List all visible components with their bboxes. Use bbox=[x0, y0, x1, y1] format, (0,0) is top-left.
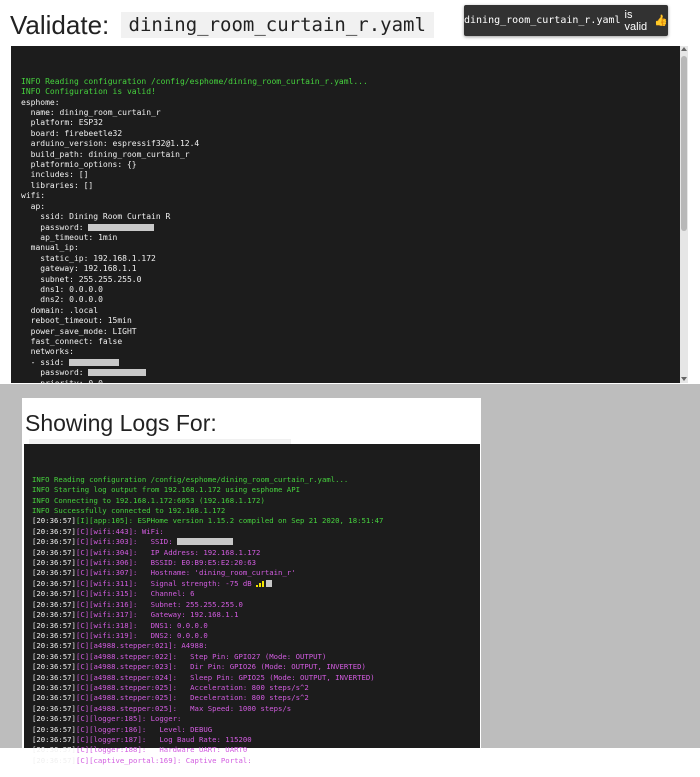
console-line-text: [C][logger:187]: Log Baud Rate: 115200 bbox=[75, 734, 252, 744]
console-line bbox=[32, 600, 480, 610]
log-timestamp: [20:36:57] bbox=[32, 755, 76, 765]
console-line-text: INFO Connecting to 192.168.1.172:6053 (192.168.1.172) bbox=[32, 495, 265, 505]
console-line bbox=[32, 641, 480, 651]
console-line-text: [C][logger:186]: Level: DEBUG bbox=[75, 724, 213, 734]
console-line-text: power_save_mode: LIGHT bbox=[21, 326, 137, 336]
console-line-text: [C][a4988.stepper:025]: Acceleration: 800 steps/s^2 bbox=[75, 682, 309, 692]
log-timestamp: [20:36:57] bbox=[32, 537, 76, 547]
console-line bbox=[21, 327, 688, 337]
console-line-text: dns1: 0.0.0.0 bbox=[21, 284, 103, 294]
console-line-text: includes: [] bbox=[21, 170, 89, 180]
log-timestamp: [20:36:57] bbox=[32, 662, 76, 672]
console-line-text: [C][a4988.stepper:024]: Sleep Pin: GPIO25 (Mode: OUTPUT, INVERTED) bbox=[75, 672, 375, 682]
console-line bbox=[21, 160, 688, 170]
console-line bbox=[21, 306, 688, 316]
console-line bbox=[32, 631, 480, 641]
log-timestamp: [20:36:57] bbox=[32, 693, 76, 703]
console-line bbox=[32, 662, 480, 672]
console-line bbox=[21, 358, 688, 368]
validate-title-label: Validate: bbox=[10, 10, 110, 40]
console-line-text: [C][wifi:317]: Gateway: 192.168.1.1 bbox=[75, 610, 239, 620]
console-line-text: [C][logger:185]: Logger: bbox=[75, 714, 182, 724]
console-line-text: INFO Successfully connected to 192.168.1.172 bbox=[32, 506, 226, 516]
console-line bbox=[32, 610, 480, 620]
console-line-text: platformio_options: {} bbox=[21, 160, 137, 170]
console-line-text: [C][a4988.stepper:025]: Deceleration: 800 steps/s^2 bbox=[75, 693, 309, 703]
log-timestamp: [20:36:57] bbox=[32, 526, 76, 536]
console-line bbox=[21, 118, 688, 128]
console-line-text: [I][app:105]: ESPHome version 1.15.2 compiled on Sep 21 2020, 18:51:47 bbox=[75, 516, 384, 526]
console-line-text: [C][wifi:316]: Subnet: 255.255.255.0 bbox=[75, 599, 243, 609]
console-line-text: [C][wifi:311]: Signal strength: -75 dB bbox=[75, 578, 257, 588]
console-line-text: password: bbox=[21, 222, 89, 232]
console-line bbox=[32, 693, 480, 703]
console-line-text: [C][captive_portal:169]: Captive Portal: bbox=[75, 755, 252, 765]
console-line bbox=[21, 337, 688, 347]
console-line bbox=[21, 108, 688, 118]
console-line bbox=[32, 485, 480, 495]
console-line-text: board: firebeetle32 bbox=[21, 128, 123, 138]
console-line-text: [C][wifi:315]: Channel: 6 bbox=[75, 589, 195, 599]
log-timestamp: [20:36:57] bbox=[32, 703, 76, 713]
console-line bbox=[21, 295, 688, 305]
log-timestamp: [20:36:57] bbox=[32, 547, 76, 557]
redacted-value bbox=[69, 359, 119, 366]
console-line-text: subnet: 255.255.255.0 bbox=[21, 274, 142, 284]
log-timestamp: [20:36:57] bbox=[32, 682, 76, 692]
console-line bbox=[21, 191, 688, 201]
console-line-text: dns2: 0.0.0.0 bbox=[21, 295, 103, 305]
console-line-text: libraries: [] bbox=[21, 180, 94, 190]
console-line bbox=[32, 745, 480, 755]
scroll-down-icon[interactable] bbox=[681, 377, 687, 381]
console-line-text: INFO Starting log output from 192.168.1.172 using esphome API bbox=[32, 485, 300, 495]
logs-output bbox=[32, 475, 480, 766]
console-line bbox=[32, 652, 480, 662]
log-timestamp: [20:36:57] bbox=[32, 589, 76, 599]
console-line-text: password: bbox=[21, 368, 89, 378]
console-line bbox=[32, 506, 480, 516]
console-line bbox=[32, 589, 480, 599]
console-line bbox=[32, 475, 480, 485]
console-line bbox=[32, 756, 480, 766]
redacted-value bbox=[266, 580, 272, 587]
console-line-text: - ssid: bbox=[21, 357, 70, 367]
log-timestamp: [20:36:57] bbox=[32, 568, 76, 578]
console-line-text: fast_connect: false bbox=[21, 336, 123, 346]
console-line-text: [C][wifi:319]: DNS2: 0.0.0.0 bbox=[75, 630, 208, 640]
console-line bbox=[32, 673, 480, 683]
console-line-text: arduino_version: espressif32@1.12.4 bbox=[21, 139, 200, 149]
console-line-text: esphome: bbox=[21, 97, 60, 107]
log-timestamp: [20:36:57] bbox=[32, 714, 76, 724]
console-line-text: ssid: Dining Room Curtain R bbox=[21, 212, 171, 222]
console-line bbox=[32, 537, 480, 547]
console-line bbox=[21, 170, 688, 180]
log-timestamp: [20:36:57] bbox=[32, 724, 76, 734]
console-line bbox=[21, 285, 688, 295]
console-line bbox=[21, 316, 688, 326]
console-line bbox=[32, 548, 480, 558]
redacted-value bbox=[177, 538, 233, 545]
console-line-text: manual_ip: bbox=[21, 243, 79, 253]
console-line bbox=[21, 243, 688, 253]
console-line-text: ap: bbox=[21, 201, 46, 211]
log-timestamp: [20:36:57] bbox=[32, 651, 76, 661]
console-line bbox=[21, 202, 688, 212]
log-timestamp: [20:36:57] bbox=[32, 610, 76, 620]
scrollbar-thumb[interactable] bbox=[681, 56, 687, 231]
console-line bbox=[21, 233, 688, 243]
console-line bbox=[21, 77, 688, 87]
redacted-value bbox=[88, 224, 154, 231]
console-line bbox=[21, 264, 688, 274]
console-line-text: INFO Reading configuration /config/esphome/dining_room_curtain_r.yaml... bbox=[21, 76, 368, 86]
signal-strength-icon bbox=[256, 580, 266, 587]
thumbs-up-icon: 👍 bbox=[654, 15, 668, 27]
log-timestamp: [20:36:57] bbox=[32, 734, 76, 744]
console-line-text: ap_timeout: 1min bbox=[21, 232, 118, 242]
console-line-text: static_ip: 192.168.1.172 bbox=[21, 253, 156, 263]
log-timestamp: [20:36:57] bbox=[32, 578, 76, 588]
console-line bbox=[21, 87, 688, 97]
console-line bbox=[21, 139, 688, 149]
console-line bbox=[32, 568, 480, 578]
console-line bbox=[21, 254, 688, 264]
console-line bbox=[21, 212, 688, 222]
validate-console[interactable] bbox=[11, 46, 688, 383]
console-line-text: [C][a4988.stepper:021]: A4988: bbox=[75, 641, 208, 651]
console-line-text: build_path: dining_room_curtain_r bbox=[21, 149, 190, 159]
console-line bbox=[21, 129, 688, 139]
console-line bbox=[21, 275, 688, 285]
validate-output bbox=[21, 77, 688, 400]
log-timestamp: [20:36:57] bbox=[32, 599, 76, 609]
console-line bbox=[21, 368, 688, 378]
console-line-text: [C][wifi:318]: DNS1: 0.0.0.0 bbox=[75, 620, 208, 630]
console-line-text: platform: ESP32 bbox=[21, 118, 103, 128]
console-line bbox=[32, 621, 480, 631]
console-line bbox=[32, 527, 480, 537]
console-line-text: INFO Reading configuration /config/esphome/dining_room_curtain_r.yaml... bbox=[32, 474, 349, 484]
console-line bbox=[32, 683, 480, 693]
console-line-text: networks: bbox=[21, 347, 74, 357]
console-line bbox=[21, 98, 688, 108]
console-line bbox=[32, 579, 480, 589]
console-line bbox=[32, 496, 480, 506]
valid-toast bbox=[464, 5, 668, 36]
toast-filename: dining_room_curtain_r.yaml bbox=[464, 15, 621, 26]
console-line-text: [C][logger:188]: Hardware UART: UART0 bbox=[75, 745, 248, 755]
log-timestamp: [20:36:57] bbox=[32, 672, 76, 682]
console-line-text: [C][wifi:443]: WiFi: bbox=[75, 526, 164, 536]
console-line-text: [C][a4988.stepper:023]: Dir Pin: GPIO26 (Mode: OUTPUT, INVERTED) bbox=[75, 662, 366, 672]
logs-console[interactable] bbox=[24, 444, 480, 765]
redacted-value bbox=[88, 369, 146, 376]
console-line-text: gateway: 192.168.1.1 bbox=[21, 264, 137, 274]
log-timestamp: [20:36:57] bbox=[32, 558, 76, 568]
log-timestamp: [20:36:57] bbox=[32, 745, 76, 755]
log-timestamp: [20:36:57] bbox=[32, 641, 76, 651]
console-line-text: [C][a4988.stepper:022]: Step Pin: GPIO27 (Mode: OUTPUT) bbox=[75, 651, 327, 661]
console-line bbox=[21, 181, 688, 191]
console-line bbox=[21, 347, 688, 357]
validate-header bbox=[0, 0, 700, 46]
console-line-text: [C][wifi:303]: SSID: bbox=[75, 537, 177, 547]
toast-status-text: is valid bbox=[624, 8, 648, 33]
console-line-text: [C][wifi:307]: Hostname: 'dining_room_curtain_r' bbox=[75, 568, 296, 578]
console-line bbox=[32, 516, 480, 526]
console-line-text: INFO Configuration is valid! bbox=[21, 87, 156, 97]
log-timestamp: [20:36:57] bbox=[32, 516, 76, 526]
console-line-text: reboot_timeout: 15min bbox=[21, 316, 132, 326]
console-line-text: name: dining_room_curtain_r bbox=[21, 108, 161, 118]
console-scrollbar[interactable] bbox=[680, 46, 688, 383]
console-line bbox=[21, 150, 688, 160]
logs-title-label: Showing Logs For: bbox=[25, 410, 217, 436]
console-line bbox=[21, 223, 688, 233]
console-line-text: [C][wifi:304]: IP Address: 192.168.1.172 bbox=[75, 547, 261, 557]
console-line-text: [C][a4988.stepper:025]: Max Speed: 1000 steps/s bbox=[75, 703, 292, 713]
console-line bbox=[32, 735, 480, 745]
console-line-text: domain: .local bbox=[21, 305, 99, 315]
scroll-up-icon[interactable] bbox=[681, 47, 687, 51]
console-line bbox=[32, 704, 480, 714]
log-timestamp: [20:36:57] bbox=[32, 620, 76, 630]
console-line bbox=[32, 725, 480, 735]
console-line bbox=[32, 558, 480, 568]
page-title bbox=[10, 10, 434, 41]
log-timestamp: [20:36:57] bbox=[32, 630, 76, 640]
console-line bbox=[32, 714, 480, 724]
validate-filename: dining_room_curtain_r.yaml bbox=[121, 12, 434, 38]
console-line-text: [C][wifi:306]: BSSID: E0:B9:E5:E2:20:63 bbox=[75, 558, 257, 568]
console-line-text: wifi: bbox=[21, 191, 46, 201]
